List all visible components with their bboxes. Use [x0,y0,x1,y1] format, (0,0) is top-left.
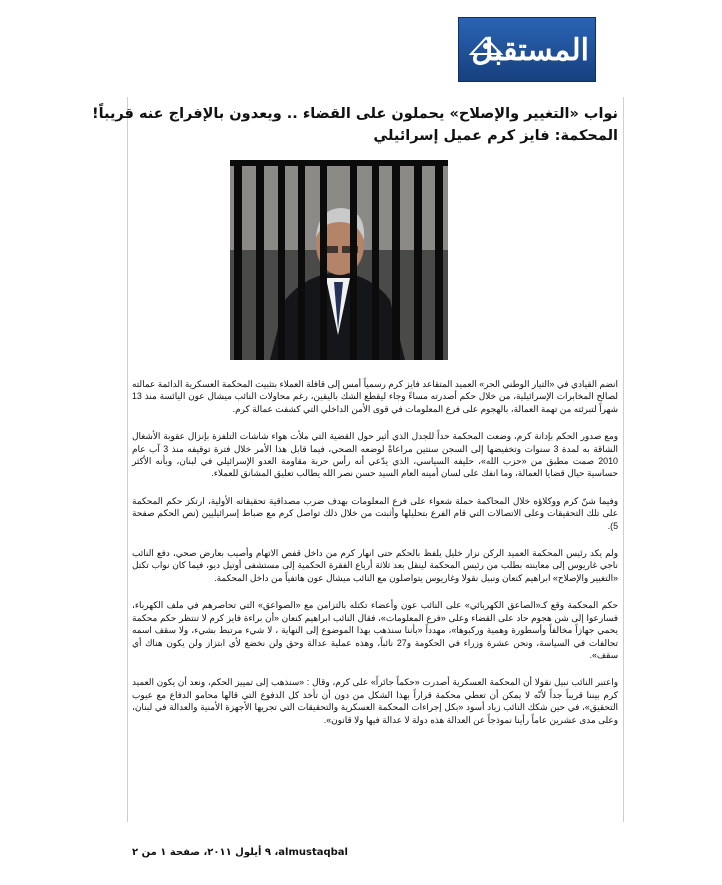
paragraph: وفيما شنّ كرم ووكلاؤه خلال المحاكمة حملة شعواء على فرع المعلومات بهدف ضرب مصداقية تحقيقاته الأولية، ارتكز حكم المحكمة على تلك التحقيقات وعلى الاتصالات التي قام الفرع بتحليلها وأثبتت من خلال ذلك تواصل كرم مع ضباط إسرائيليين (نص الحكم صفحة 5). [132,495,618,531]
headline-line-2: المحكمة: فايز كرم عميل إسرائيلي [373,128,618,144]
paragraph: انضم القيادي في «التيار الوطني الحر» العميد المتقاعد فايز كرم رسمياً أمس إلى قافلة العملاء بتثبيت المحكمة العسكرية الدائمة عمالته لصالح المخابرات الإسرائيلية، من خلال حكم أصدرته مساءً وجاء ليقطع الشك باليقين، رغم محاولات النائب ميشال عون اليائسة منذ 13 شهراً لتبرئته من تهمة العمالة، بالهجوم على فرع المعلومات في قوى الأمن الداخلي التي كشفت عمالة كرم. [132,379,618,414]
headline-line-1: نواب «التغيير والإصلاح» يحملون على القضاء .. ويعدون بالإفراج عنه قريباً! [91,106,618,122]
paragraph: ولم يكد رئيس المحكمة العميد الركن نزار خليل يلفظ بالحكم حتى انهار كرم من داخل قفص الاتهام وأصيب بعارض صحي، دفع النائب ناجي غاريوس إلى معاينته بطلب من رئيس المحكمة لينقل بعد ثلاثة أرباع الفقرة الحكمية إلى مستشفى أوتيل ديو، فيما كان نواب تكتل «التغيير والإصلاح» ابراهيم كنعان ونبيل نقولا وغاريوس يتواصلون مع النائب ميشال عون هاتفياً من داخل المحكمة. [132,548,618,583]
newspaper-logo [458,17,596,82]
article-body [132,378,618,741]
paragraph: ومع صدور الحكم بإدانة كرم، وضعت المحكمة حداً للجدل الذي أثير حول القضية التي ملأت هواء شاشات التلفزة بإنزال عقوبة الأشغال الشاقة به لمدة 3 سنوات وتخفيضها إلى السجن سنتين مراعاةً لوضعه الصحي، فيما قابل هذا الأمر خلال فترة توقيفه منذ 3 آب عام 2010 صمت مطبق من «حزب الله»، حليفه السياسي، الذي يدّعي أنه رأس حربة مقاومة العدو الإسرائيلي في لبنان، وبأنه الأكثر حساسية حيال قضايا العمالة، وما انفك على لسان أمينه العام السيد حسن نصر الله يطالب تعليق المشانق للعملاء. [132,431,618,479]
page-footer: almustaqbal، ٩ أيلول ٢٠١١، صفحة ١ من ٢ [132,847,348,858]
paragraph: واعتبر النائب نبيل نقولا أن المحكمة العسكرية أصدرت «حكماً جائراً» على كرم، وقال : «سنذهب إلى تمييز الحكم، ونعد أن يكون العميد كرم بيننا قريباً جداً لأنّه لا يمكن أن تعطي محكمة قراراً بهذا الشكل من دون أن تأخذ كل الدفوع التي قالها محامو الدفاع مع عيوب التحقيق»، في حين شكك النائب زياد أسود «بكل إجراءات المحكمة العسكرية والتحقيقات التي تجريها الأجهزة الأمنية والعدالة في لبنان، وعلى مدى عشرين عاماً رأينا نموذجاً عن العدالة هذه دولة لا عدالة فيها ولا قانون». [132,677,618,725]
defendant-behind-bars-photo [230,160,448,360]
logo-text: المستقبل [471,33,589,68]
article-headline [91,103,618,147]
paragraph: حكم المحكمة وقع كـ«الصاعق الكهربائي» على النائب عون وأعضاء تكتله بالتزامن مع «الصواعق» التي تحاصرهم في ملف الكهرباء، فسارعوا إلى شن هجوم حاد على القضاء وعلى «فرع المعلومات»، فقال النائب ابراهيم كنعان «أن براءة فايز كرم لا تنتظر حكم محكمة يحمي جهازاً مخالفاً وأسطورة وهمية وركبوها»، مهدداً «بأننا سنذهب بهذا الموضوع إلى النهاية ، لا شيء مرتبط بشيء، ولا سقف اسمه تحالفات في السياسة، ونحن عشرة وزراء في الحكومة و27 نائباً، وهذه عملية عدالة وحق ولن نخضع لأي ابتزاز ولن يكون هناك أي سقف». [132,600,618,660]
article-photo [230,160,448,360]
